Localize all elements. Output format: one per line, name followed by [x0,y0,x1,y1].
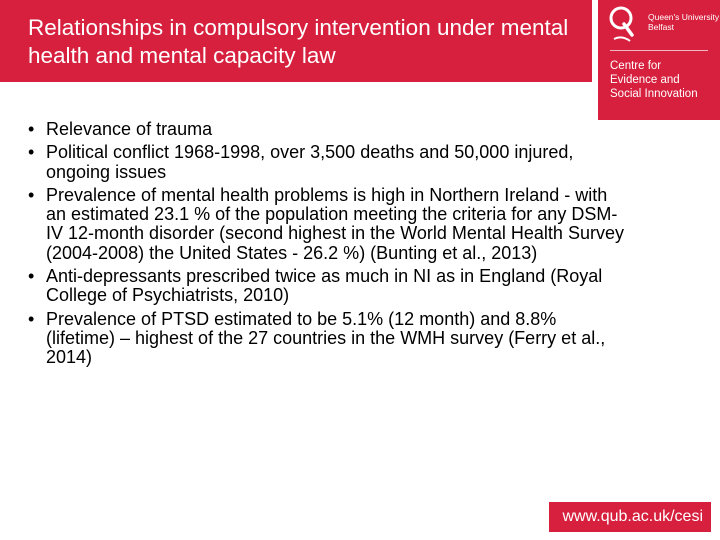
bullet-marker: • [28,266,35,287]
brand-divider [610,50,708,51]
list-item [28,143,628,182]
bullet-marker: • [28,119,35,139]
bullet-text: Relevance of trauma [46,119,213,139]
centre-name: Centre for Evidence and Social Innovation [610,60,698,100]
brand-panel [598,0,720,120]
bullet-marker: • [28,308,35,329]
queens-university-crest-icon [608,5,636,45]
bullet-marker: • [28,142,35,163]
slide-title: Relationships in compulsory intervention under mental health and mental capacity law [28,15,569,68]
list-item [28,310,628,368]
title-banner [0,0,592,82]
list-item [28,120,628,139]
bullet-text: Prevalence of mental health problems is high in Northern Ireland - with an estimated 23.1 % of the population meeting the criteria for any DSM-IV 12-month disorder (second highest in the World Mental Health Survey (2004-2008) the United States - 26.2 %) (Bunting et al., 2013) [46,184,624,263]
list-item [28,267,628,306]
bullet-text: Anti-depressants prescribed twice as much in NI as in England (Royal College of Psychiatrists, 2010) [46,266,603,306]
list-item [28,186,628,263]
bullet-text: Prevalence of PTSD estimated to be 5.1% (12 month) and 8.8% (lifetime) – highest of the 27 countries in the WMH survey (Ferry et al., 2014) [46,308,606,368]
bullet-text: Political conflict 1968-1998, over 3,500 deaths and 50,000 injured, ongoing issues [46,142,574,182]
university-name: Queen's University Belfast [648,12,720,32]
bullet-list [28,120,628,372]
bullet-marker: • [28,184,35,205]
website-link[interactable]: www.qub.ac.uk/cesi [549,502,711,532]
